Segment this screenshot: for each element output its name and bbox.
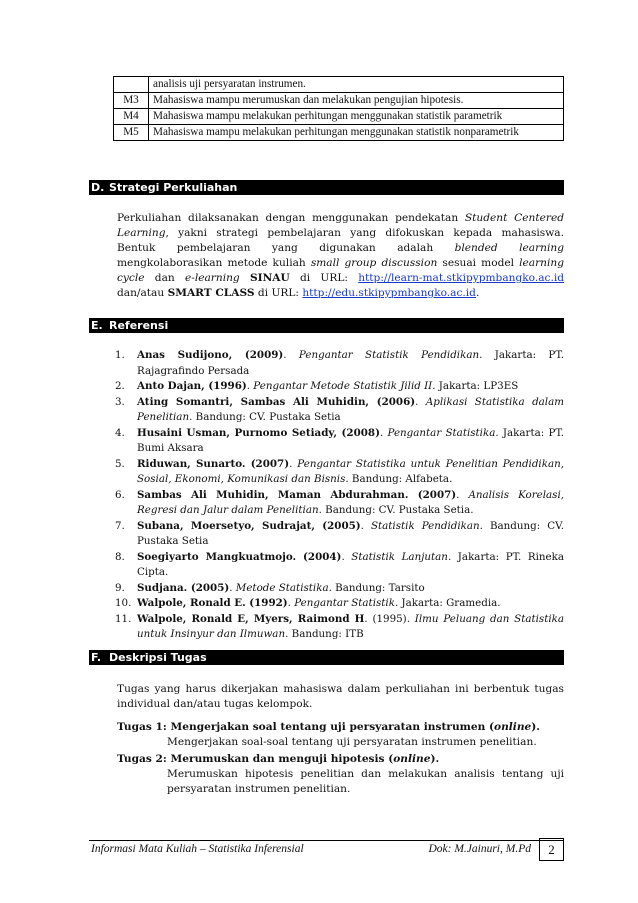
- list-item: 8. Soegiyarto Mangkuatmojo. (2004). Statistik Lanjutan. Jakarta: PT. Rineka Cipta.: [115, 550, 564, 578]
- section-letter: F.: [91, 651, 102, 664]
- footer-course-info: Informasi Mata Kuliah – Statistika Inferensial: [91, 843, 304, 855]
- sinau-link[interactable]: http://learn-mat.stkipypmbangko.ac.id: [358, 272, 565, 284]
- page-number: 2: [539, 838, 564, 861]
- list-item: 5. Riduwan, Sunarto. (2007). Pengantar Statistika untuk Penelitian Pendidikan, Sosial, Ekonomi, Komunikasi dan Bisnis. Bandung: Alfabeta.: [115, 457, 564, 485]
- task-description: Merumuskan hipotesis penelitian dan melakukan analisis tentang uji persyaratan instrumen penelitian.: [167, 768, 564, 795]
- section-header-referensi: [89, 318, 564, 333]
- competency-table: [113, 76, 564, 141]
- list-item: 9. Sudjana. (2005). Metode Statistika. Bandung: Tarsito: [115, 581, 425, 594]
- section-title: Referensi: [109, 319, 169, 332]
- strategy-paragraph: Perkuliahan dilaksanakan dengan menggunakan pendekatan Student Centered Learning, yakni strategi pembelajaran yang difokuskan kepada mahasiswa. Bentuk pembelajaran yang digunakan adalah blended learning mengkolaborasikan metode kuliah small group discussion sesuai model learning cycle dan e-learning SINAU di URL: http://learn-mat.stkipypmbangko.ac.id dan/atau SMART CLASS di URL: http://edu.stkipypmbangko.ac.id.: [117, 212, 565, 299]
- table-row: [114, 109, 564, 125]
- section-header-deskripsi-tugas: [89, 650, 564, 665]
- section-letter: E.: [91, 319, 103, 332]
- page-footer: [89, 842, 537, 857]
- list-item: 3. Ating Somantri, Sambas Ali Muhidin, (2006). Aplikasi Statistika dalam Penelitian. Bandung: CV. Pustaka Setia: [115, 395, 564, 423]
- list-item: 2. Anto Dajan, (1996). Pengantar Metode Statistik Jilid II. Jakarta: LP3ES: [115, 380, 519, 392]
- task-2: Tugas 2: Merumuskan dan menguji hipotesis (online). Merumuskan hipotesis penelitian dan melakukan analisis tentang uji persyaratan instrumen penelitian.: [117, 753, 564, 795]
- list-item: 4. Husaini Usman, Purnomo Setiady, (2008). Pengantar Statistika. Jakarta: PT. Bumi Aksara: [115, 426, 565, 454]
- row-code: M4: [114, 109, 149, 125]
- row-text: analisis uji persyaratan instrumen.: [149, 77, 564, 93]
- list-item: 1. Anas Sudijono, (2009). Pengantar Statistik Pendidikan. Jakarta: PT. Rajagrafindo Persada: [115, 349, 564, 377]
- footer-divider: [89, 840, 564, 841]
- footer-author: Dok: M.Jainuri, M.Pd: [428, 843, 531, 855]
- task-description: Mengerjakan soal-soal tentang uji persyaratan instrumen penelitian.: [167, 736, 537, 748]
- table-row: [114, 77, 564, 93]
- list-item: 6. Sambas Ali Muhidin, Maman Abdurahman. (2007). Analisis Korelasi, Regresi dan Jalur dalam Penelitian. Bandung: CV. Pustaka Setia.: [115, 488, 565, 516]
- section-letter: D.: [91, 181, 105, 194]
- table-row: [114, 93, 564, 109]
- row-text: Mahasiswa mampu melakukan perhitungan menggunakan statistik nonparametrik: [149, 125, 564, 141]
- task-intro: Tugas yang harus dikerjakan mahasiswa dalam perkuliahan ini berbentuk tugas individual dan/atau tugas kelompok.: [117, 683, 564, 710]
- smart-class-link[interactable]: http://edu.stkipypmbangko.ac.id: [302, 287, 476, 299]
- section-title: Deskripsi Tugas: [109, 651, 207, 664]
- table-row: [114, 125, 564, 141]
- row-text: Mahasiswa mampu merumuskan dan melakukan pengujian hipotesis.: [149, 93, 564, 109]
- row-text: Mahasiswa mampu melakukan perhitungan menggunakan statistik parametrik: [149, 109, 564, 125]
- row-code: M5: [114, 125, 149, 141]
- row-code: M3: [114, 93, 149, 109]
- list-item: 7. Subana, Moersetyo, Sudrajat, (2005). Statistik Pendidikan. Bandung: CV. Pustaka Setia: [115, 519, 565, 547]
- section-title: Strategi Perkuliahan: [109, 181, 238, 194]
- task-1: Tugas 1: Mengerjakan soal tentang uji persyaratan instrumen (online). Mengerjakan soal-soal tentang uji persyaratan instrumen penelitian.: [117, 720, 564, 750]
- reference-list: [117, 348, 564, 643]
- list-item: 11. Walpole, Ronald E, Myers, Raimond H. (1995). Ilmu Peluang dan Statistika untuk Insinyur dan Ilmuwan. Bandung: ITB: [115, 612, 565, 640]
- row-code: [114, 77, 149, 93]
- list-item: 10. Walpole, Ronald E. (1992). Pengantar Statistik. Jakarta: Gramedia.: [115, 597, 501, 609]
- section-header-strategi: [89, 180, 564, 195]
